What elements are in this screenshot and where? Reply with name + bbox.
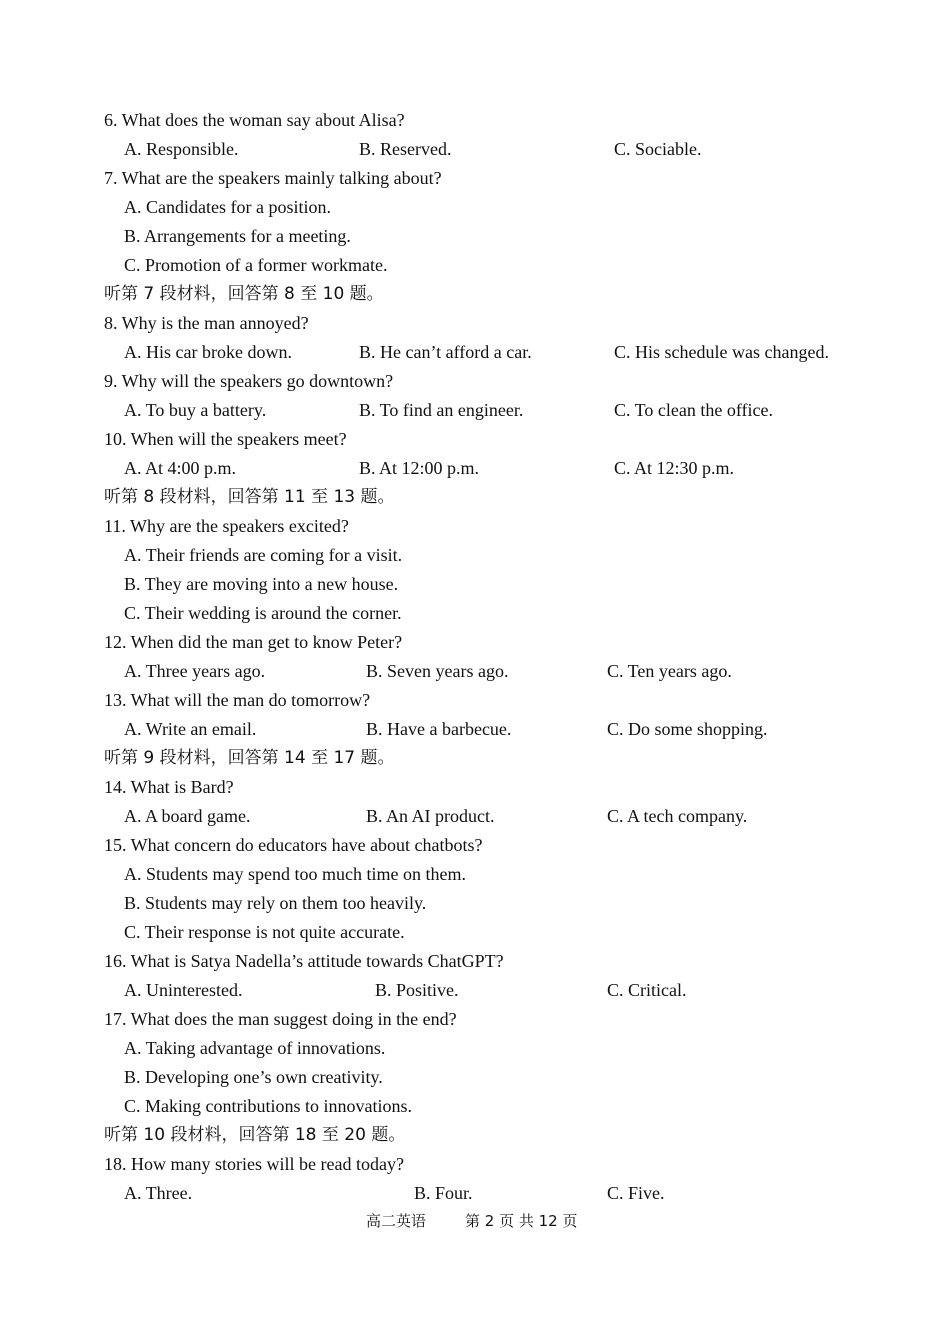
section-7-instruction: 听第 7 段材料，回答第 8 至 10 题。: [104, 284, 384, 304]
question-18-option-b: B. Four.: [414, 1183, 473, 1203]
question-6-option-a: A. Responsible.: [124, 139, 239, 159]
footer-page-number: 第 2 页 共 12 页: [465, 1212, 578, 1230]
question-10-option-a: A. At 4:00 p.m.: [124, 458, 237, 478]
question-13-option-a: A. Write an email.: [124, 719, 257, 739]
question-9-stem: 9. Why will the speakers go downtown?: [104, 371, 394, 391]
question-8-option-a: A. His car broke down.: [124, 342, 292, 362]
question-16-option-c: C. Critical.: [607, 980, 687, 1000]
question-10-option-b: B. At 12:00 p.m.: [359, 458, 480, 478]
section-10-instruction: 听第 10 段材料，回答第 18 至 20 题。: [104, 1125, 406, 1145]
question-15-option-a: A. Students may spend too much time on them.: [124, 864, 466, 884]
question-11-stem: 11. Why are the speakers excited?: [104, 516, 349, 536]
question-12-option-b: B. Seven years ago.: [366, 661, 509, 681]
question-17-option-c: C. Making contributions to innovations.: [124, 1096, 412, 1116]
question-14-option-c: C. A tech company.: [607, 806, 748, 826]
question-7-option-b: B. Arrangements for a meeting.: [124, 226, 351, 246]
question-7-option-a: A. Candidates for a position.: [124, 197, 331, 217]
question-16-option-b: B. Positive.: [375, 980, 459, 1000]
question-9-option-a: A. To buy a battery.: [124, 400, 267, 420]
question-7-option-c: C. Promotion of a former workmate.: [124, 255, 388, 275]
question-12-option-c: C. Ten years ago.: [607, 661, 732, 681]
question-14-option-b: B. An AI product.: [366, 806, 495, 826]
question-8-option-c: C. His schedule was changed.: [614, 342, 829, 362]
question-15-option-c: C. Their response is not quite accurate.: [124, 922, 405, 942]
question-6-option-b: B. Reserved.: [359, 139, 452, 159]
question-17-option-b: B. Developing one’s own creativity.: [124, 1067, 383, 1087]
question-17-option-a: A. Taking advantage of innovations.: [124, 1038, 386, 1058]
question-9-option-b: B. To find an engineer.: [359, 400, 524, 420]
question-8-option-b: B. He can’t afford a car.: [359, 342, 532, 362]
section-9-instruction: 听第 9 段材料，回答第 14 至 17 题。: [104, 748, 395, 768]
question-12-option-a: A. Three years ago.: [124, 661, 266, 681]
question-12-stem: 12. When did the man get to know Peter?: [104, 632, 403, 652]
question-18-stem: 18. How many stories will be read today?: [104, 1154, 404, 1174]
question-18-option-c: C. Five.: [607, 1183, 665, 1203]
question-13-option-c: C. Do some shopping.: [607, 719, 768, 739]
question-17-stem: 17. What does the man suggest doing in the end?: [104, 1009, 457, 1029]
question-7-stem: 7. What are the speakers mainly talking about?: [104, 168, 442, 188]
question-18-option-a: A. Three.: [124, 1183, 193, 1203]
question-9-option-c: C. To clean the office.: [614, 400, 774, 420]
question-6-stem: 6. What does the woman say about Alisa?: [104, 110, 405, 130]
question-15-option-b: B. Students may rely on them too heavily.: [124, 893, 427, 913]
question-10-stem: 10. When will the speakers meet?: [104, 429, 347, 449]
question-16-stem: 16. What is Satya Nadella’s attitude towards ChatGPT?: [104, 951, 504, 971]
question-14-option-a: A. A board game.: [124, 806, 251, 826]
question-10-option-c: C. At 12:30 p.m.: [614, 458, 735, 478]
question-13-stem: 13. What will the man do tomorrow?: [104, 690, 371, 710]
question-11-option-c: C. Their wedding is around the corner.: [124, 603, 402, 623]
question-11-option-a: A. Their friends are coming for a visit.: [124, 545, 403, 565]
section-8-instruction: 听第 8 段材料，回答第 11 至 13 题。: [104, 487, 395, 507]
footer-subject: 高二英语: [366, 1212, 427, 1230]
question-8-stem: 8. Why is the man annoyed?: [104, 313, 309, 333]
question-16-option-a: A. Uninterested.: [124, 980, 243, 1000]
question-14-stem: 14. What is Bard?: [104, 777, 234, 797]
question-13-option-b: B. Have a barbecue.: [366, 719, 512, 739]
question-15-stem: 15. What concern do educators have about chatbots?: [104, 835, 483, 855]
question-11-option-b: B. They are moving into a new house.: [124, 574, 399, 594]
question-6-option-c: C. Sociable.: [614, 139, 702, 159]
